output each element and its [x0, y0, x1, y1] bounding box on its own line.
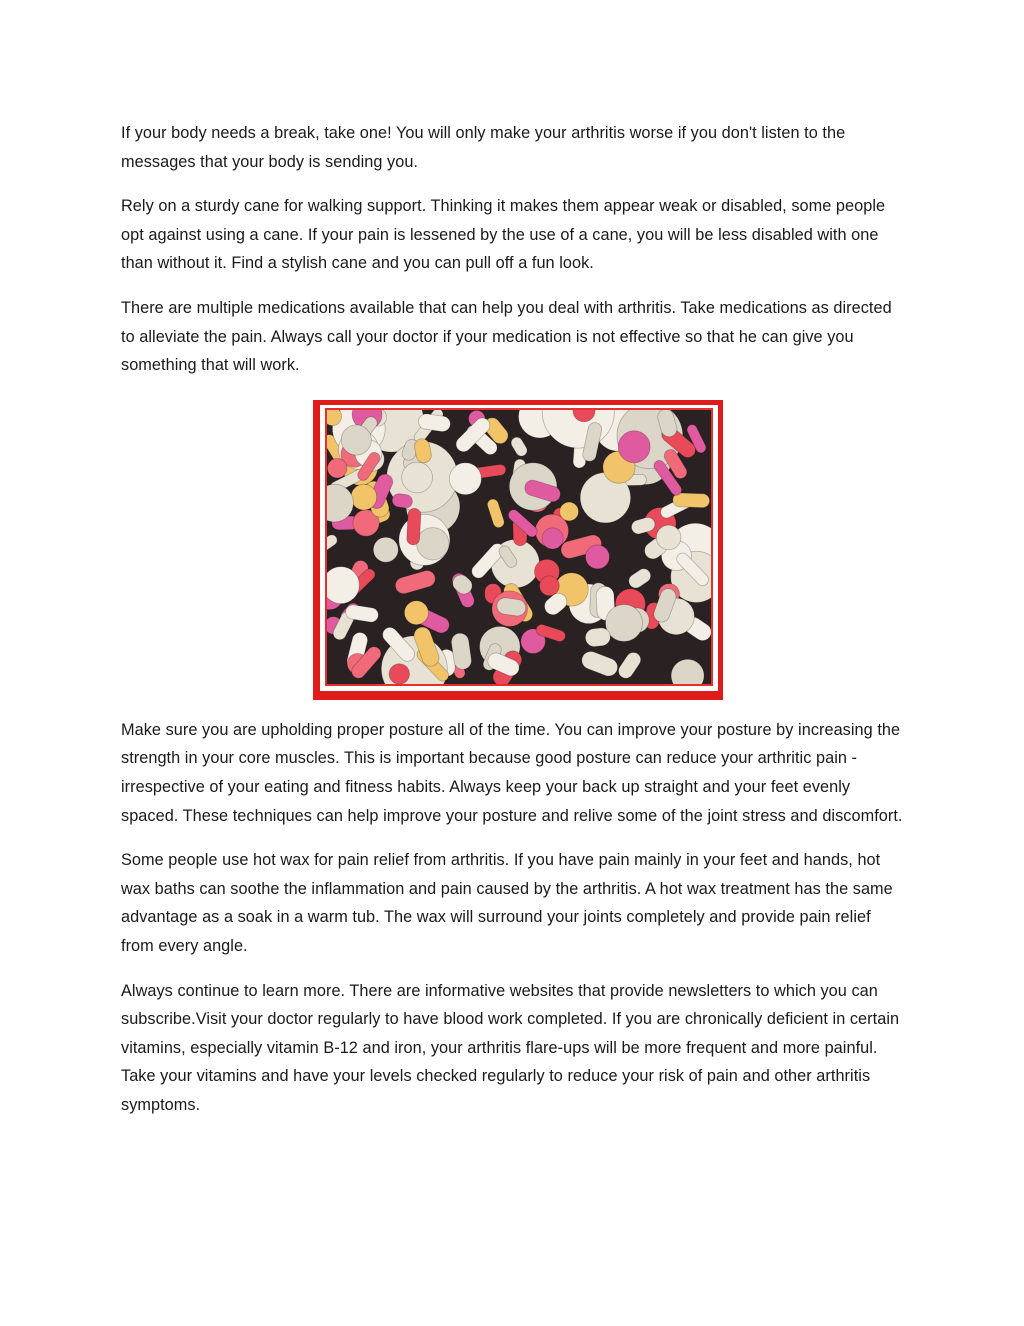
pills-image: [311, 396, 725, 702]
paragraph-cane: Rely on a sturdy cane for walking support. Thinking it makes them appear weak or disabled, some people opt against using a cane. If your pain is lessened by the use of a cane, you will be less disabled with one than without it. Find a stylish cane and you can pull off a fun look.: [121, 197, 886, 273]
pill: [389, 664, 409, 684]
pill: [322, 566, 359, 603]
pill: [542, 528, 563, 549]
paragraph-learn-more: Always continue to learn more. There are informative websites that provide newsletters to which you can subscribe.Visit your doctor regularly to have blood work completed. If you are chronically deficient in certain vitamins, especially vitamin B-12 and iron, your arthritis flare-ups will be more frequent and more painful. Take your vitamins and have your levels checked regularly to reduce your risk of pain and other arthritis symptoms.: [121, 981, 900, 1114]
pill: [606, 604, 643, 641]
pill: [341, 425, 371, 455]
paragraph-hot-wax: Some people use hot wax for pain relief from arthritis. If you have pain mainly in your feet and hands, hot wax baths can soothe the inflammation and pain caused by the arthritis. A hot wax treatment has the same advantage as a soak in a warm tub. The wax will surround your joints completely and provide pain relief from every angle.: [121, 851, 893, 955]
pill: [449, 462, 481, 494]
pills-photo: [311, 396, 725, 702]
pill: [586, 545, 610, 569]
paragraph-medications: There are multiple medications available that can help you deal with arthritis. Take medications as directed to alleviate the pain. Always call your doctor if your medication is not effective so that he can give you something that will work.: [121, 298, 892, 375]
pill: [540, 576, 560, 596]
pill: [404, 600, 428, 624]
pill: [560, 502, 579, 521]
pill: [402, 462, 433, 493]
pill: [373, 537, 398, 562]
pill: [417, 527, 449, 559]
pill: [327, 458, 347, 478]
pill: [656, 525, 681, 550]
paragraph-posture: Make sure you are upholding proper posture all of the time. You can improve your posture by increasing the strength in your core muscles. This is important because good posture can reduce your arthritic pain - irrespective of your eating and fitness habits. Always keep your back up straight and your feet evenly spaced. These techniques can help improve your posture and relive some of the joint stress and discomfort.: [121, 720, 903, 825]
pill: [618, 431, 650, 463]
paragraph-rest: If your body needs a break, take one! You will only make your arthritis worse if you don't listen to the messages that your body is sending you.: [121, 124, 846, 171]
pill: [351, 484, 377, 510]
pill: [406, 508, 421, 545]
